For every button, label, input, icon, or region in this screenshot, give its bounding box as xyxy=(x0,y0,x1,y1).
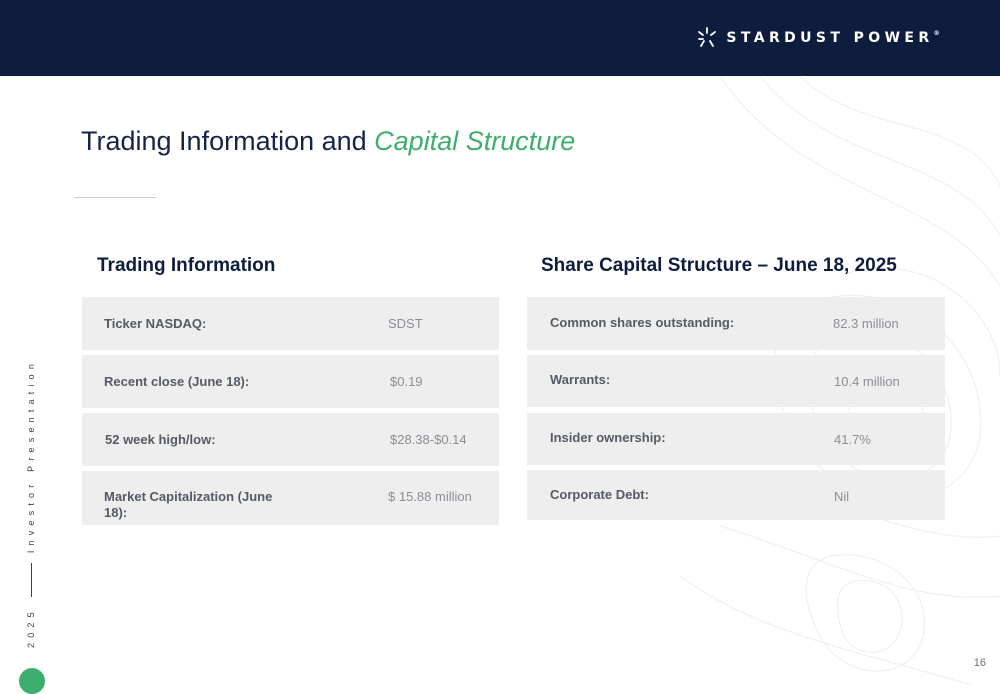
row-label: 52 week high/low: xyxy=(105,432,216,447)
trading-info-table xyxy=(82,297,499,525)
table-row xyxy=(82,297,499,350)
table-row xyxy=(527,470,945,520)
green-circle-decoration xyxy=(19,668,45,694)
table-row xyxy=(527,355,945,407)
row-label: Market Capitalization (June 18): xyxy=(104,489,273,520)
row-value: Nil xyxy=(834,489,850,504)
side-label-divider xyxy=(31,563,32,597)
row-label: Corporate Debt: xyxy=(550,487,649,502)
row-label: Ticker NASDAQ: xyxy=(104,316,207,331)
row-label: Insider ownership: xyxy=(550,430,666,445)
side-label xyxy=(26,358,40,650)
row-value: $0.19 xyxy=(390,374,423,389)
page-number: 16 xyxy=(973,657,986,669)
title-accent: Capital Structure xyxy=(374,126,576,156)
capital-structure-table xyxy=(527,297,945,520)
table-row xyxy=(527,413,945,465)
row-value: SDST xyxy=(388,316,423,331)
header-bar xyxy=(0,0,1000,76)
logo-text: STARDUST POWER® xyxy=(726,30,944,46)
title-main: Trading Information and xyxy=(81,126,375,156)
row-value: 10.4 million xyxy=(834,374,900,389)
row-value: 41.7% xyxy=(834,432,871,447)
table-row xyxy=(527,297,945,350)
table-row xyxy=(82,355,499,408)
table-row xyxy=(82,413,499,466)
side-label-year: 2025 xyxy=(26,607,36,648)
capital-structure-heading: Share Capital Structure – June 18, 2025 xyxy=(541,255,897,276)
title-divider xyxy=(74,197,156,198)
row-value: 82.3 million xyxy=(833,316,899,331)
slide-title xyxy=(81,126,575,157)
row-label: Recent close (June 18): xyxy=(104,374,250,389)
trading-info-heading: Trading Information xyxy=(97,255,276,276)
row-value: $ 15.88 million xyxy=(388,489,472,504)
table-row xyxy=(82,471,499,525)
row-label: Warrants: xyxy=(550,372,611,387)
company-logo xyxy=(696,26,944,50)
starburst-icon xyxy=(696,26,718,50)
row-value: $28.38-$0.14 xyxy=(390,432,467,447)
row-label: Common shares outstanding: xyxy=(550,315,735,330)
side-label-text: Investor Presentation xyxy=(26,358,36,554)
